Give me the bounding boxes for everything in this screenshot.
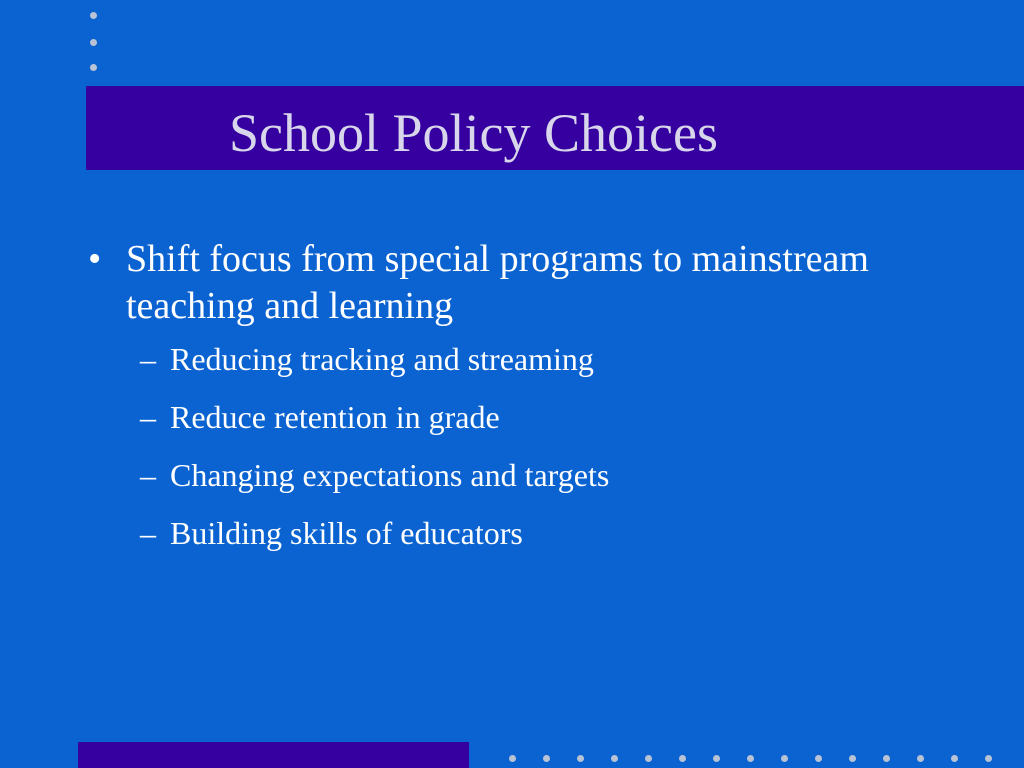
- decorative-dot: [577, 755, 584, 762]
- decorative-dot: [815, 755, 822, 762]
- decorative-dot: [90, 64, 97, 71]
- slide-body: [88, 236, 988, 572]
- decorative-dot: [849, 755, 856, 762]
- decorative-dot: [883, 755, 890, 762]
- sub-bullet-item: [88, 514, 988, 552]
- slide-title: School Policy Choices: [229, 103, 718, 163]
- dash-marker: –: [140, 341, 156, 377]
- decorative-dot: [645, 755, 652, 762]
- decorative-dot: [611, 755, 618, 762]
- decorative-dot: [543, 755, 550, 762]
- decorative-dot: [90, 39, 97, 46]
- sub-bullet-item: [88, 398, 988, 436]
- sub-bullet-list: [88, 340, 988, 552]
- decorative-dot: [951, 755, 958, 762]
- decorative-dot: [509, 755, 516, 762]
- bullet-marker: •: [88, 238, 102, 280]
- sub-bullet-text: Reduce retention in grade: [170, 399, 500, 435]
- dash-marker: –: [140, 399, 156, 435]
- sub-bullet-text: Reducing tracking and streaming: [170, 341, 594, 377]
- decorative-dot: [985, 755, 992, 762]
- decorative-dot: [679, 755, 686, 762]
- decorative-dot: [781, 755, 788, 762]
- dash-marker: –: [140, 457, 156, 493]
- title-band: [86, 86, 1024, 170]
- decorative-dot: [713, 755, 720, 762]
- decorative-dot: [747, 755, 754, 762]
- sub-bullet-text: Building skills of educators: [170, 515, 523, 551]
- bullet-item: [88, 236, 988, 330]
- dash-marker: –: [140, 515, 156, 551]
- decorative-dot: [90, 12, 97, 19]
- sub-bullet-item: [88, 340, 988, 378]
- decorative-dot: [917, 755, 924, 762]
- sub-bullet-item: [88, 456, 988, 494]
- sub-bullet-text: Changing expectations and targets: [170, 457, 610, 493]
- decorative-dot-row: [0, 755, 1024, 765]
- bullet-text: Shift focus from special programs to mainstream teaching and learning: [126, 238, 869, 327]
